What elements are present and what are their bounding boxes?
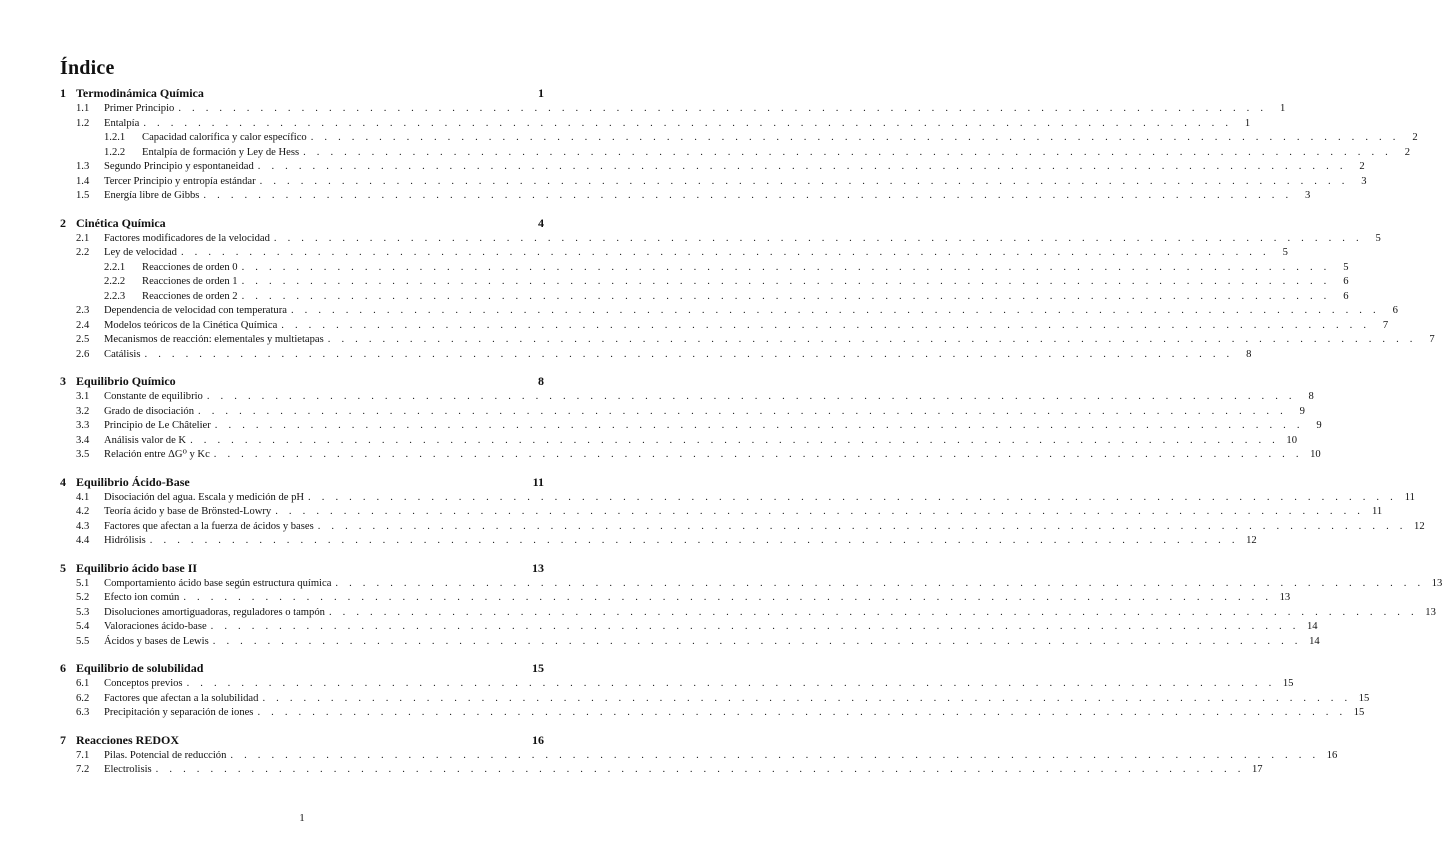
dot-leader: . . . . . . . . . . . . . . . . . . . . . . . . . . . . . . . . . . . . . . . . . . . . . . . . . . . . . . . . . . . . . . . . . . . . . . . . . . . . . . . . <box>155 764 1245 775</box>
toc-subsection[interactable] <box>60 290 1349 305</box>
toc-entry-number: 3.1 <box>76 391 90 402</box>
toc-entry-title: Disoluciones amortiguadoras, reguladores o tampón <box>104 606 325 618</box>
toc-entry-number: 4.4 <box>76 535 90 546</box>
toc-entry-number: 7.1 <box>76 749 90 761</box>
dot-leader: . . . . . . . . . . . . . . . . . . . . . . . . . . . . . . . . . . . . . . . . . . . . . . . . . . . . . . . . . . . . . . . . . . . . . . . . . . . . . . . . <box>241 290 1331 302</box>
dot-leader: . . . . . . . . . . . . . . . . . . . . . . . . . . . . . . . . . . . . . . . . . . . . . . . . . . . . . . . . . . . . . . . . . . . . . . . . . . . . . . . . <box>230 749 1320 761</box>
toc-entry-page: 6 <box>1392 305 1398 316</box>
toc-entry-title: Relación entre ΔG⁰ y Kc <box>104 449 210 460</box>
toc-entry-title: Hidrólisis <box>104 535 146 546</box>
toc-entry-page: 6 <box>1343 290 1349 302</box>
toc-section[interactable] <box>60 706 1365 721</box>
toc-entry-page: 1 <box>1244 117 1251 129</box>
dot-leader: . . . . . . . . . . . . . . . . . . . . . . . . . . . . . . . . . . . . . . . . . . . . . . . . . . . . . . . . . . . . . . . . . . . . . . . . . . . . . . . . <box>310 132 1400 143</box>
toc-entry-title: Segundo Principio y espontaneidad <box>104 161 254 172</box>
toc-section[interactable] <box>60 304 1398 319</box>
toc-section[interactable] <box>60 232 1381 247</box>
toc-entry-title: Entalpía de formación y Ley de Hess <box>142 146 300 158</box>
toc-section[interactable] <box>60 448 1321 463</box>
toc-section[interactable] <box>60 534 1257 549</box>
toc-section[interactable] <box>60 390 1314 405</box>
toc-subsection[interactable] <box>60 131 1418 146</box>
toc-entry-title: Conceptos previos <box>104 678 183 689</box>
toc-chapter-page: 11 <box>532 474 544 489</box>
dot-leader: . . . . . . . . . . . . . . . . . . . . . . . . . . . . . . . . . . . . . . . . . . . . . . . . . . . . . . . . . . . . . . . . . . . . . . . . . . . . . . . . <box>213 449 1303 460</box>
dot-leader: . . . . . . . . . . . . . . . . . . . . . . . . . . . . . . . . . . . . . . . . . . . . . . . . . . . . . . . . . . . . . . . . . . . . . . . . . . . . . . . . <box>144 348 1234 360</box>
toc-chapter-title: Equilibrio ácido base II <box>76 560 198 575</box>
toc-entry-number: 4.1 <box>76 491 90 503</box>
toc-entry-page: 11 <box>1404 491 1415 503</box>
toc-chapter[interactable] <box>60 561 544 577</box>
toc-chapter-title: Equilibrio Ácido-Base <box>76 474 190 489</box>
toc-chapter-title: Equilibrio de solubilidad <box>76 661 204 675</box>
toc-entry-title: Grado de disociación <box>104 405 195 417</box>
toc-section[interactable] <box>60 189 1311 204</box>
dot-leader: . . . . . . . . . . . . . . . . . . . . . . . . . . . . . . . . . . . . . . . . . . . . . . . . . . . . . . . . . . . . . . . . . . . . . . . . . . . . . . . . <box>317 520 1407 532</box>
toc-entry-title: Constante de equilibrio <box>104 391 203 402</box>
toc-entry-page: 12 <box>1414 520 1425 532</box>
toc-section[interactable] <box>60 635 1320 650</box>
dot-leader: . . . . . . . . . . . . . . . . . . . . . . . . . . . . . . . . . . . . . . . . . . . . . . . . . . . . . . . . . . . . . . . . . . . . . . . . . . . . . . . . <box>303 146 1392 158</box>
document-page <box>60 0 1442 848</box>
dot-leader: . . . . . . . . . . . . . . . . . . . . . . . . . . . . . . . . . . . . . . . . . . . . . . . . . . . . . . . . . . . . . . . . . . . . . . . . . . . . . . . . <box>257 707 1347 718</box>
dot-leader: . . . . . . . . . . . . . . . . . . . . . . . . . . . . . . . . . . . . . . . . . . . . . . . . . . . . . . . . . . . . . . . . . . . . . . . . . . . . . . . . <box>190 434 1279 446</box>
toc-entry-page: 10 <box>1286 434 1297 446</box>
dot-leader: . . . . . . . . . . . . . . . . . . . . . . . . . . . . . . . . . . . . . . . . . . . . . . . . . . . . . . . . . . . . . . . . . . . . . . . . . . . . . . . . <box>210 621 1300 632</box>
toc-chapter[interactable] <box>60 475 544 491</box>
toc-entry-number: 1.2.2 <box>104 146 126 158</box>
toc-entry-page: 5 <box>1282 247 1288 258</box>
toc-section[interactable] <box>60 419 1322 434</box>
toc-section[interactable] <box>60 749 1338 764</box>
page-title: Índice <box>60 57 115 79</box>
dot-leader: . . . . . . . . . . . . . . . . . . . . . . . . . . . . . . . . . . . . . . . . . . . . . . . . . . . . . . . . . . . . . . . . . . . . . . . . . . . . . . . . <box>214 420 1304 431</box>
toc-section[interactable] <box>60 763 1263 778</box>
toc-entry-title: Modelos teóricos de la Cinética Química <box>104 319 278 331</box>
toc-chapter-number: 4 <box>60 474 66 489</box>
toc-entry-title: Comportamiento ácido base según estructura química <box>104 577 332 589</box>
dot-leader: . . . . . . . . . . . . . . . . . . . . . . . . . . . . . . . . . . . . . . . . . . . . . . . . . . . . . . . . . . . . . . . . . . . . . . . . . . . . . . . . <box>203 190 1293 201</box>
toc-entry-title: Primer Principio <box>104 103 175 114</box>
toc-entry-title: Capacidad calorífica y calor específico <box>142 132 307 143</box>
toc-section[interactable] <box>60 246 1288 261</box>
toc-chapter-number: 5 <box>60 560 66 575</box>
toc-chapter[interactable] <box>60 733 544 749</box>
toc-entry-title: Principio de Le Châtelier <box>104 420 211 431</box>
toc-entry-number: 2.2 <box>76 247 90 258</box>
toc-entry-number: 1.4 <box>76 175 90 187</box>
toc-section[interactable] <box>60 491 1415 506</box>
toc-section[interactable] <box>60 405 1305 420</box>
toc-subsection[interactable] <box>60 261 1349 276</box>
toc-section[interactable] <box>60 606 1436 621</box>
dot-leader: . . . . . . . . . . . . . . . . . . . . . . . . . . . . . . . . . . . . . . . . . . . . . . . . . . . . . . . . . . . . . . . . . . . . . . . . . . . . . . . . <box>281 319 1371 331</box>
toc-entry-title: Reacciones de orden 0 <box>142 261 238 273</box>
toc-section[interactable] <box>60 577 1442 592</box>
dot-leader: . . . . . . . . . . . . . . . . . . . . . . . . . . . . . . . . . . . . . . . . . . . . . . . . . . . . . . . . . . . . . . . . . . . . . . . . . . . . . . . . <box>186 678 1276 689</box>
dot-leader: . . . . . . . . . . . . . . . . . . . . . . . . . . . . . . . . . . . . . . . . . . . . . . . . . . . . . . . . . . . . . . . . . . . . . . . . . . . . . . . . <box>273 232 1363 244</box>
toc-chapter[interactable] <box>60 661 544 677</box>
toc-entry-page: 2 <box>1412 132 1418 143</box>
toc-entry-page: 12 <box>1246 535 1257 546</box>
toc-section[interactable] <box>60 117 1251 132</box>
dot-leader: . . . . . . . . . . . . . . . . . . . . . . . . . . . . . . . . . . . . . . . . . . . . . . . . . . . . . . . . . . . . . . . . . . . . . . . . . . . . . . . . <box>241 261 1331 273</box>
toc-entry-page: 15 <box>1358 692 1370 704</box>
toc-entry-number: 4.2 <box>76 506 90 517</box>
toc-entry-title: Reacciones de orden 1 <box>142 276 238 287</box>
toc-entry-page: 3 <box>1305 190 1311 201</box>
dot-leader: . . . . . . . . . . . . . . . . . . . . . . . . . . . . . . . . . . . . . . . . . . . . . . . . . . . . . . . . . . . . . . . . . . . . . . . . . . . . . . . . <box>180 247 1270 258</box>
toc-entry-title: Mecanismos de reacción: elementales y multietapas <box>104 334 324 345</box>
toc-section[interactable] <box>60 348 1252 363</box>
toc-entry-title: Valoraciones ácido-base <box>104 621 207 632</box>
toc-section[interactable] <box>60 677 1294 692</box>
toc-entry-title: Dependencia de velocidad con temperatura <box>104 305 287 316</box>
dot-leader: . . . . . . . . . . . . . . . . . . . . . . . . . . . . . . . . . . . . . . . . . . . . . . . . . . . . . . . . . . . . . . . . . . . . . . . . . . . . . . . . <box>328 606 1418 618</box>
toc-entry-number: 1.3 <box>76 161 90 172</box>
toc-entry-page: 14 <box>1309 635 1320 647</box>
dot-leader: . . . . . . . . . . . . . . . . . . . . . . . . . . . . . . . . . . . . . . . . . . . . . . . . . . . . . . . . . . . . . . . . . . . . . . . . . . . . . . . . <box>143 117 1233 129</box>
toc-entry-number: 4.3 <box>76 520 90 532</box>
toc-entry-page: 3 <box>1361 175 1367 187</box>
toc-entry-title: Factores modificadores de la velocidad <box>104 232 270 244</box>
toc-entry-number: 2.6 <box>76 348 90 360</box>
toc-entry-number: 1.5 <box>76 190 90 201</box>
toc-entry-number: 2.3 <box>76 305 90 316</box>
toc-entry-title: Electrolisis <box>104 764 152 775</box>
toc-entry-page: 14 <box>1306 621 1318 632</box>
toc-entry-number: 6.2 <box>76 692 90 704</box>
toc-entry-title: Precipitación y separación de iones <box>104 707 254 718</box>
toc-entry-title: Entalpía <box>104 117 140 129</box>
toc-chapter-title: Reacciones REDOX <box>76 732 179 747</box>
table-of-contents <box>60 86 1442 778</box>
toc-entry-title: Disociación del agua. Escala y medición de pH <box>104 491 305 503</box>
toc-entry-number: 2.2.3 <box>104 290 126 302</box>
toc-entry-number: 5.1 <box>76 577 90 589</box>
toc-entry-title: Pilas. Potencial de reducción <box>104 749 227 761</box>
toc-entry-page: 2 <box>1359 161 1365 172</box>
toc-entry-page: 15 <box>1353 707 1365 718</box>
toc-entry-number: 2.4 <box>76 319 90 331</box>
toc-entry-page: 13 <box>1425 606 1436 618</box>
toc-chapter-number: 2 <box>60 215 66 230</box>
toc-entry-page: 7 <box>1429 334 1435 345</box>
dot-leader: . . . . . . . . . . . . . . . . . . . . . . . . . . . . . . . . . . . . . . . . . . . . . . . . . . . . . . . . . . . . . . . . . . . . . . . . . . . . . . . . <box>198 405 1287 417</box>
toc-entry-number: 2.5 <box>76 334 90 345</box>
dot-leader: . . . . . . . . . . . . . . . . . . . . . . . . . . . . . . . . . . . . . . . . . . . . . . . . . . . . . . . . . . . . . . . . . . . . . . . . . . . . . . . . <box>241 276 1331 287</box>
toc-entry-page: 13 <box>1279 592 1291 603</box>
toc-entry-page: 6 <box>1343 276 1349 287</box>
toc-entry-page: 17 <box>1251 764 1263 775</box>
page-number: 1 <box>299 812 305 824</box>
toc-chapter-page: 1 <box>538 86 544 100</box>
toc-entry-number: 3.4 <box>76 434 90 446</box>
dot-leader: . . . . . . . . . . . . . . . . . . . . . . . . . . . . . . . . . . . . . . . . . . . . . . . . . . . . . . . . . . . . . . . . . . . . . . . . . . . . . . . . <box>327 334 1417 345</box>
toc-subsection[interactable] <box>60 275 1349 290</box>
toc-entry-page: 15 <box>1282 678 1294 689</box>
toc-entry-number: 2.1 <box>76 232 90 244</box>
toc-entry-page: 2 <box>1404 146 1410 158</box>
toc-entry-page: 16 <box>1326 749 1338 761</box>
toc-chapter-page: 15 <box>532 661 544 675</box>
toc-entry-number: 1.1 <box>76 103 90 114</box>
toc-entry-page: 8 <box>1308 391 1314 402</box>
dot-leader: . . . . . . . . . . . . . . . . . . . . . . . . . . . . . . . . . . . . . . . . . . . . . . . . . . . . . . . . . . . . . . . . . . . . . . . . . . . . . . . . <box>178 103 1268 114</box>
toc-section[interactable] <box>60 319 1389 334</box>
toc-chapter[interactable] <box>60 86 544 102</box>
toc-chapter[interactable] <box>60 374 544 390</box>
toc-section[interactable] <box>60 692 1370 707</box>
toc-entry-title: Energía libre de Gibbs <box>104 190 200 201</box>
toc-chapter-number: 6 <box>60 661 66 675</box>
toc-entry-page: 5 <box>1343 261 1349 273</box>
toc-entry-number: 5.2 <box>76 592 90 603</box>
toc-entry-title: Factores que afectan a la solubilidad <box>104 692 259 704</box>
toc-chapter-title: Cinética Química <box>76 215 166 230</box>
toc-subsection[interactable] <box>60 146 1410 161</box>
toc-section[interactable] <box>60 505 1383 520</box>
toc-entry-page: 9 <box>1299 405 1305 417</box>
toc-section[interactable] <box>60 591 1291 606</box>
dot-leader: . . . . . . . . . . . . . . . . . . . . . . . . . . . . . . . . . . . . . . . . . . . . . . . . . . . . . . . . . . . . . . . . . . . . . . . . . . . . . . . . <box>206 391 1296 402</box>
toc-chapter[interactable] <box>60 216 544 232</box>
toc-chapter-page: 4 <box>538 215 544 230</box>
toc-section[interactable] <box>60 102 1286 117</box>
dot-leader: . . . . . . . . . . . . . . . . . . . . . . . . . . . . . . . . . . . . . . . . . . . . . . . . . . . . . . . . . . . . . . . . . . . . . . . . . . . . . . . . <box>262 692 1352 704</box>
toc-section[interactable] <box>60 520 1425 535</box>
toc-entry-title: Ley de velocidad <box>104 247 177 258</box>
toc-entry-number: 1.2.1 <box>104 132 126 143</box>
toc-chapter-page: 8 <box>538 374 544 388</box>
toc-entry-title: Efecto ion común <box>104 592 180 603</box>
toc-entry-title: Ácidos y bases de Lewis <box>104 635 209 647</box>
toc-entry-number: 1.2 <box>76 117 90 129</box>
toc-entry-page: 11 <box>1371 506 1383 517</box>
toc-entry-page: 9 <box>1316 420 1322 431</box>
dot-leader: . . . . . . . . . . . . . . . . . . . . . . . . . . . . . . . . . . . . . . . . . . . . . . . . . . . . . . . . . . . . . . . . . . . . . . . . . . . . . . . . <box>183 592 1273 603</box>
toc-section[interactable] <box>60 333 1435 348</box>
toc-entry-title: Reacciones de orden 2 <box>142 290 238 302</box>
toc-chapter-number: 3 <box>60 374 66 388</box>
toc-entry-number: 5.5 <box>76 635 90 647</box>
toc-chapter-page: 16 <box>532 732 544 747</box>
toc-section[interactable] <box>60 620 1318 635</box>
toc-chapter-page: 13 <box>532 560 544 575</box>
toc-entry-page: 7 <box>1382 319 1389 331</box>
toc-entry-number: 5.3 <box>76 606 90 618</box>
dot-leader: . . . . . . . . . . . . . . . . . . . . . . . . . . . . . . . . . . . . . . . . . . . . . . . . . . . . . . . . . . . . . . . . . . . . . . . . . . . . . . . . <box>308 491 1397 503</box>
toc-entry-page: 1 <box>1279 103 1286 114</box>
dot-leader: . . . . . . . . . . . . . . . . . . . . . . . . . . . . . . . . . . . . . . . . . . . . . . . . . . . . . . . . . . . . . . . . . . . . . . . . . . . . . . . . <box>212 635 1302 647</box>
toc-section[interactable] <box>60 160 1365 175</box>
toc-entry-page: 8 <box>1246 348 1252 360</box>
toc-section[interactable] <box>60 175 1367 190</box>
toc-chapter-title: Termodinámica Química <box>76 86 204 100</box>
dot-leader: . . . . . . . . . . . . . . . . . . . . . . . . . . . . . . . . . . . . . . . . . . . . . . . . . . . . . . . . . . . . . . . . . . . . . . . . . . . . . . . . <box>259 175 1349 187</box>
toc-entry-number: 2.2.2 <box>104 276 126 287</box>
toc-entry-page: 5 <box>1375 232 1381 244</box>
toc-entry-number: 3.5 <box>76 449 90 460</box>
toc-chapter-title: Equilibrio Químico <box>76 374 176 388</box>
dot-leader: . . . . . . . . . . . . . . . . . . . . . . . . . . . . . . . . . . . . . . . . . . . . . . . . . . . . . . . . . . . . . . . . . . . . . . . . . . . . . . . . <box>290 305 1380 316</box>
toc-chapter-number: 7 <box>60 732 66 747</box>
toc-entry-number: 7.2 <box>76 764 90 775</box>
dot-leader: . . . . . . . . . . . . . . . . . . . . . . . . . . . . . . . . . . . . . . . . . . . . . . . . . . . . . . . . . . . . . . . . . . . . . . . . . . . . . . . . <box>149 535 1239 546</box>
toc-entry-title: Tercer Principio y entropía estándar <box>104 175 256 187</box>
toc-entry-title: Factores que afectan a la fuerza de ácidos y bases <box>104 520 314 532</box>
toc-section[interactable] <box>60 434 1297 449</box>
toc-entry-number: 5.4 <box>76 621 90 632</box>
toc-chapter-number: 1 <box>60 86 66 100</box>
toc-entry-number: 3.3 <box>76 420 90 431</box>
toc-entry-title: Catálisis <box>104 348 141 360</box>
toc-entry-title: Análisis valor de K <box>104 434 187 446</box>
dot-leader: . . . . . . . . . . . . . . . . . . . . . . . . . . . . . . . . . . . . . . . . . . . . . . . . . . . . . . . . . . . . . . . . . . . . . . . . . . . . . . . . <box>335 577 1425 589</box>
toc-entry-number: 6.3 <box>76 707 90 718</box>
toc-entry-number: 6.1 <box>76 678 90 689</box>
dot-leader: . . . . . . . . . . . . . . . . . . . . . . . . . . . . . . . . . . . . . . . . . . . . . . . . . . . . . . . . . . . . . . . . . . . . . . . . . . . . . . . . <box>257 161 1347 172</box>
toc-entry-title: Teoría ácido y base de Brönsted-Lowry <box>104 506 272 517</box>
toc-entry-number: 3.2 <box>76 405 90 417</box>
dot-leader: . . . . . . . . . . . . . . . . . . . . . . . . . . . . . . . . . . . . . . . . . . . . . . . . . . . . . . . . . . . . . . . . . . . . . . . . . . . . . . . . <box>275 506 1365 517</box>
toc-entry-number: 2.2.1 <box>104 261 126 273</box>
toc-entry-page: 13 <box>1431 577 1442 589</box>
toc-entry-page: 10 <box>1310 449 1321 460</box>
